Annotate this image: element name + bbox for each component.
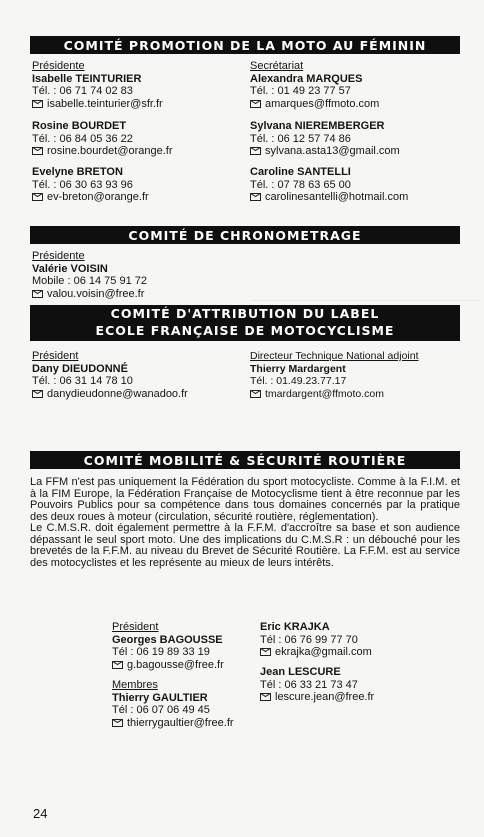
contact-name: Rosine BOURDET [32,120,127,132]
role-label: Président [32,350,79,362]
contact-name: Thierry Mardargent [250,362,346,375]
contact-name: Alexandra MARQUES [250,72,363,85]
contact-santelli [250,166,408,204]
page-number: 24 [33,806,48,821]
envelope-icon [112,719,123,727]
envelope-icon [32,193,43,201]
envelope-icon [32,390,43,398]
contact-bourdet [32,120,173,158]
contact-email[interactable]: amarques@ffmoto.com [265,97,380,110]
contact-name: Evelyne BRETON [32,166,123,178]
contact-phone: Tél : 06 19 89 33 19 [112,646,210,658]
envelope-icon [32,100,43,108]
contact-phone: Tél. : 06 30 63 93 96 [32,178,133,191]
contact-name: Isabelle TEINTURIER [32,72,142,85]
role-label: Membres [112,679,158,691]
contact-name: Eric KRAJKA [260,621,330,633]
paragraph-intro: La FFM n'est pas uniquement la Fédération du sport motocycliste. Comme à la F.I.M. et à la FIM Europe, la Fédération Française de Motocyclisme tient à être reconnue par les Pouvoirs Publics pour sa compétence dans tous domaines concernés par la pratique des deux roues à moteur (circulation, sécurité routière, réglementation). [30,476,460,523]
contact-phone: Tél. : 06 71 74 02 83 [32,85,133,97]
contact-krajka [260,621,372,659]
contact-phone: Tél. : 01.49.23.77.17 [250,375,347,387]
role-label: Présidente [32,60,85,72]
contact-lescure [260,666,374,704]
contact-gaultier [112,679,234,729]
contact-phone: Tél : 06 33 21 73 47 [260,678,358,691]
contact-dieudonne [32,350,188,400]
contact-name: Dany DIEUDONNÉ [32,362,128,375]
contact-email[interactable]: sylvana.asta13@gmail.com [265,145,400,157]
paragraph-cmsr: Le C.M.S.R. doit également permettre à la F.F.M. d'accroître sa base et son audience dépassant le seul sport moto. Une des implications du C.M.S.R : un débouché pour les brevetés de la F.F.M. au niveau du Brevet de Sécurité Routière. La F.F.M. est au service des motocyclistes et les représente au mieux de leurs intérêts. [30,522,460,569]
contact-phone: Tél. : 06 12 57 74 86 [250,132,351,145]
envelope-icon [260,648,271,656]
contact-email[interactable]: carolinesantelli@hotmail.com [265,191,409,203]
contact-name: Caroline SANTELLI [250,166,351,178]
contact-email[interactable]: valou.voisin@free.fr [47,287,145,300]
contact-mardargent [250,350,419,400]
contact-nieremberger [250,120,400,158]
contact-phone: Tél : 06 76 99 77 70 [260,633,358,646]
envelope-icon [250,147,261,155]
contact-name: Sylvana NIEREMBERGER [250,120,385,132]
section-header-mobilite: COMITÉ MOBILITÉ & SÉCURITÉ ROUTIÈRE [30,451,460,469]
section-header-chronometrage: COMITÉ DE CHRONOMETRAGE [30,226,460,244]
contact-email[interactable]: ev-breton@orange.fr [47,191,149,203]
role-label: Présidente [32,250,85,262]
contact-phone: Tél : 06 07 06 49 45 [112,704,210,716]
section-header-promotion: COMITÉ PROMOTION DE LA MOTO AU FÉMININ [30,36,460,54]
contact-phone: Tél. : 06 84 05 36 22 [32,132,133,145]
contact-name: Georges BAGOUSSE [112,633,223,646]
contact-name: Valérie VOISIN [32,262,108,275]
role-label: Directeur Technique National adjoint [250,350,419,362]
contact-phone: Mobile : 06 14 75 91 72 [32,275,147,287]
contact-phone: Tél. : 06 31 14 78 10 [32,375,133,387]
contact-email[interactable]: thierrygaultier@free.fr [127,716,234,729]
contact-email[interactable]: isabelle.teinturier@sfr.fr [47,97,163,110]
contact-email[interactable]: rosine.bourdet@orange.fr [47,145,173,157]
envelope-icon [112,661,123,669]
contact-name: Thierry GAULTIER [112,691,208,704]
contact-phone: Tél. : 01 49 23 77 57 [250,85,351,97]
header-line: COMITÉ D'ATTRIBUTION DU LABEL [110,306,380,321]
contact-email[interactable]: danydieudonne@wanadoo.fr [47,387,188,400]
contact-marques [250,60,379,110]
envelope-icon [250,390,261,398]
contact-name: Jean LESCURE [260,666,341,678]
envelope-icon [260,693,271,701]
contact-voisin [32,250,147,300]
envelope-icon [32,290,43,298]
envelope-icon [250,193,261,201]
contact-email[interactable]: g.bagousse@free.fr [127,658,224,671]
envelope-icon [32,147,43,155]
contact-teinturier [32,60,163,110]
role-label: Président [112,621,159,633]
contact-email[interactable]: lescure.jean@free.fr [275,691,375,703]
header-line: ECOLE FRANÇAISE DE MOTOCYCLISME [95,322,395,338]
contact-email[interactable]: tmardargent@ffmoto.com [265,387,385,400]
contact-email[interactable]: ekrajka@gmail.com [275,646,372,658]
envelope-icon [250,100,261,108]
contact-breton [32,166,149,204]
role-label: Secrétariat [250,60,304,72]
contact-phone: Tél. : 07 78 63 65 00 [250,178,351,191]
contact-bagousse [112,621,224,671]
bleed-through-shadow [250,300,480,341]
